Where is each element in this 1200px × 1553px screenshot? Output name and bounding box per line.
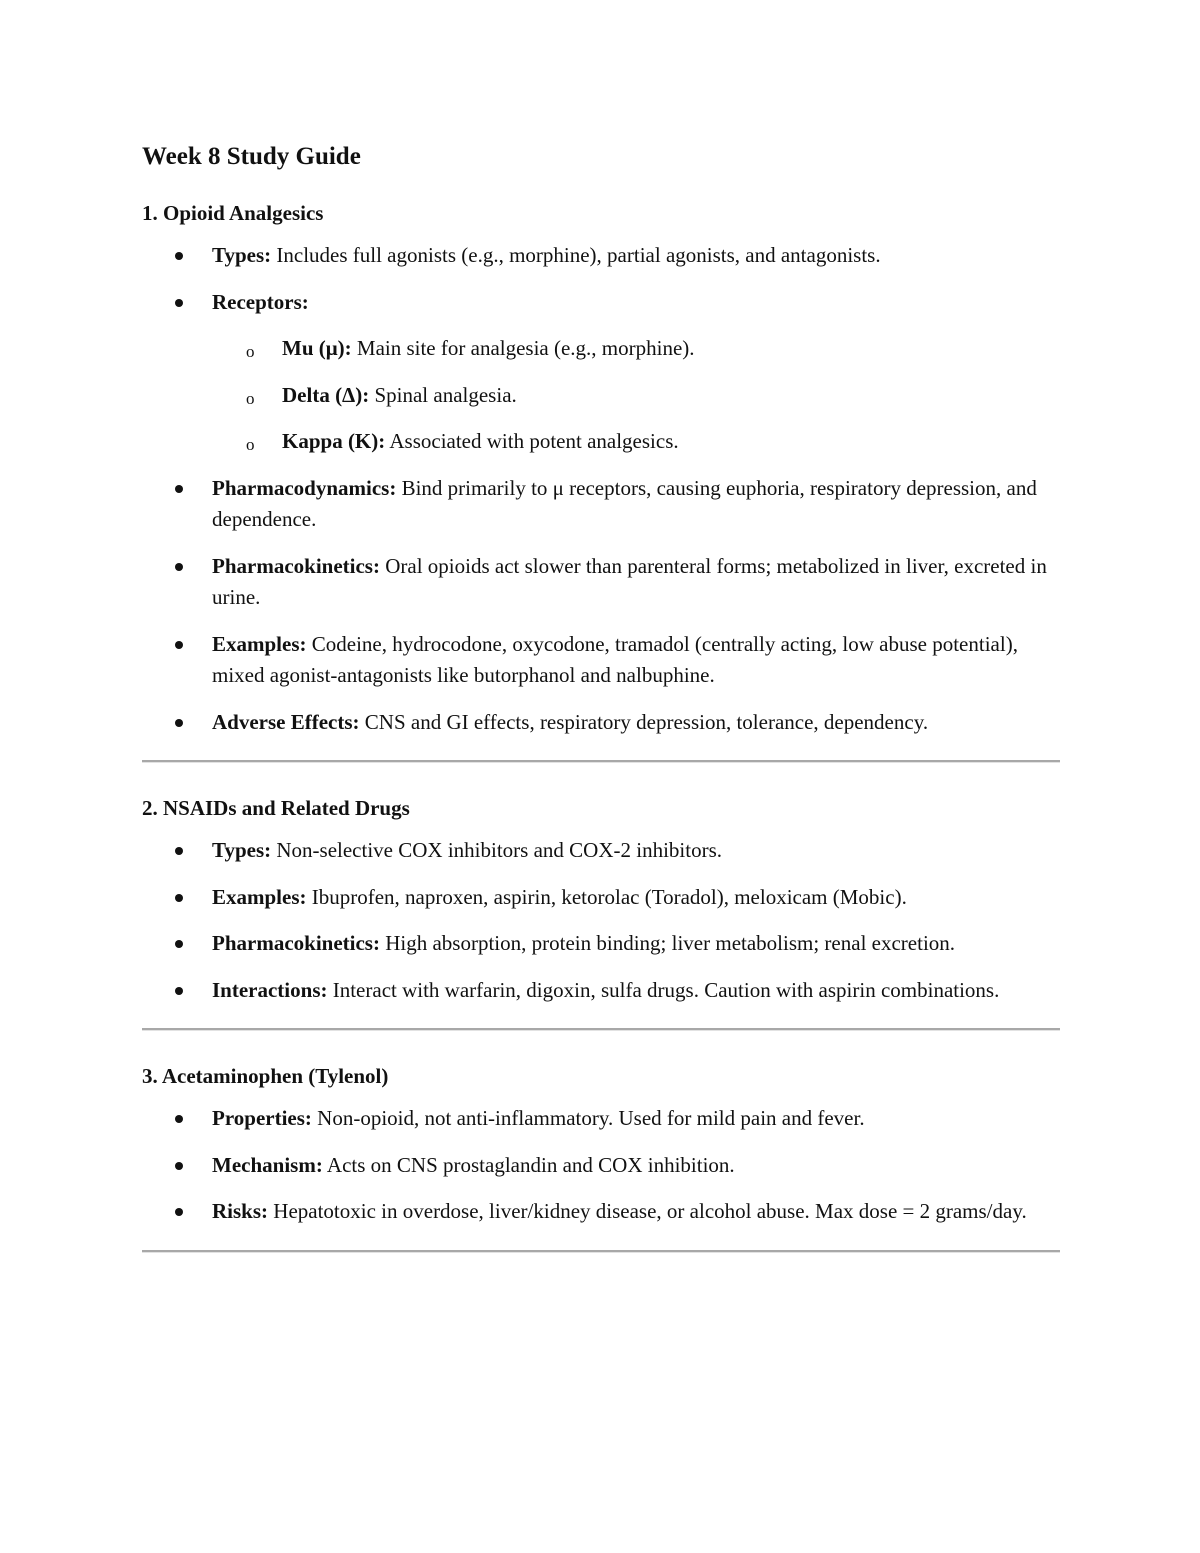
item-label: Pharmacokinetics: — [212, 553, 380, 578]
list-item — [142, 882, 1060, 914]
sub-list-item — [142, 380, 1060, 412]
item-text: Oral opioids act slower than parenteral forms; metabolized in liver, excreted in urine. — [212, 553, 1047, 609]
list-item — [142, 1196, 1060, 1228]
bullet-icon — [175, 299, 183, 307]
item-text: Spinal analgesia. — [369, 382, 517, 407]
item-label: Pharmacokinetics: — [212, 931, 380, 955]
circle-bullet-icon: o — [246, 342, 255, 361]
bullet-icon — [175, 719, 183, 727]
list-item — [142, 629, 1060, 692]
circle-bullet-icon: o — [246, 388, 255, 408]
item-text: Acts on CNS prostaglandin and COX inhibition. — [322, 1152, 735, 1177]
item-label: Types: — [212, 243, 272, 267]
circle-bullet-icon: o — [246, 435, 255, 454]
bullet-icon — [175, 1115, 183, 1123]
list-item — [142, 835, 1060, 867]
document-page — [142, 138, 1060, 1283]
sub-list-item — [142, 333, 1060, 365]
list-item — [142, 707, 1060, 739]
section-heading: 1. Opioid Analgesics — [142, 201, 324, 225]
item-label: Receptors: — [212, 289, 309, 314]
list-item — [142, 975, 1060, 1007]
item-label: Delta (Δ): — [282, 382, 370, 407]
item-text: Main site for analgesia (e.g., morphine). — [351, 336, 695, 360]
bullet-icon — [175, 847, 183, 855]
bullet-icon — [175, 1162, 183, 1170]
section-nsaids — [142, 793, 1060, 1006]
item-label: Mu (μ): — [282, 336, 352, 360]
section-acetaminophen — [142, 1061, 1060, 1228]
sub-list-item — [142, 426, 1060, 458]
bullet-icon — [175, 485, 183, 493]
bullet-icon — [175, 987, 183, 995]
item-text: Non-selective COX inhibitors and COX-2 inhibitors. — [271, 838, 722, 862]
list-item — [142, 473, 1060, 536]
list-item — [142, 551, 1060, 614]
item-label: Interactions: — [212, 977, 328, 1002]
bullet-list — [142, 240, 1060, 738]
bullet-icon — [175, 563, 183, 571]
section-opioid-analgesics — [142, 198, 1060, 738]
bullet-icon — [175, 1208, 183, 1216]
section-divider — [142, 760, 1060, 763]
bullet-list — [142, 835, 1060, 1006]
list-item — [142, 1103, 1060, 1135]
sub-bullet-list — [212, 333, 1060, 458]
item-label: Kappa (K): — [282, 429, 386, 453]
item-text: Interact with warfarin, digoxin, sulfa drugs. Caution with aspirin combinations. — [327, 977, 1000, 1002]
item-label: Properties: — [212, 1106, 312, 1130]
section-heading: 2. NSAIDs and Related Drugs — [142, 796, 410, 820]
item-label: Pharmacodynamics: — [212, 475, 397, 500]
item-text: Bind primarily to μ receptors, causing euphoria, respiratory depression, and dependence. — [212, 475, 1037, 531]
item-text: Non-opioid, not anti-inflammatory. Used for mild pain and fever. — [311, 1106, 865, 1130]
item-text: High absorption, protein binding; liver metabolism; renal excretion. — [379, 931, 956, 955]
list-item — [142, 928, 1060, 960]
item-text: Ibuprofen, naproxen, aspirin, ketorolac (Toradol), meloxicam (Mobic). — [306, 884, 907, 909]
bullet-icon — [175, 252, 183, 260]
item-label: Examples: — [212, 884, 307, 909]
item-label: Mechanism: — [212, 1152, 323, 1177]
list-item — [142, 287, 1060, 458]
document-title: Week 8 Study Guide — [142, 143, 361, 170]
bullet-icon — [175, 641, 183, 649]
list-item — [142, 1150, 1060, 1182]
bullet-icon — [175, 940, 183, 948]
item-label: Adverse Effects: — [212, 709, 360, 734]
item-text: CNS and GI effects, respiratory depression, tolerance, dependency. — [359, 709, 929, 734]
item-text: Includes full agonists (e.g., morphine), partial agonists, and antagonists. — [271, 243, 881, 267]
item-text: Hepatotoxic in overdose, liver/kidney disease, or alcohol abuse. Max dose = 2 grams/day. — [268, 1199, 1027, 1223]
list-item — [142, 240, 1060, 272]
section-divider — [142, 1028, 1060, 1031]
item-label: Risks: — [212, 1199, 269, 1223]
bullet-list — [142, 1103, 1060, 1228]
item-label: Types: — [212, 838, 272, 862]
item-text: Associated with potent analgesics. — [385, 429, 679, 453]
section-heading: 3. Acetaminophen (Tylenol) — [142, 1064, 389, 1088]
bullet-icon — [175, 894, 183, 902]
item-text: Codeine, hydrocodone, oxycodone, tramadol (centrally acting, low abuse potential), mixed agonist-antagonists like butorphanol and nalbuphine. — [212, 631, 1018, 687]
item-label: Examples: — [212, 631, 307, 656]
section-divider — [142, 1250, 1060, 1253]
